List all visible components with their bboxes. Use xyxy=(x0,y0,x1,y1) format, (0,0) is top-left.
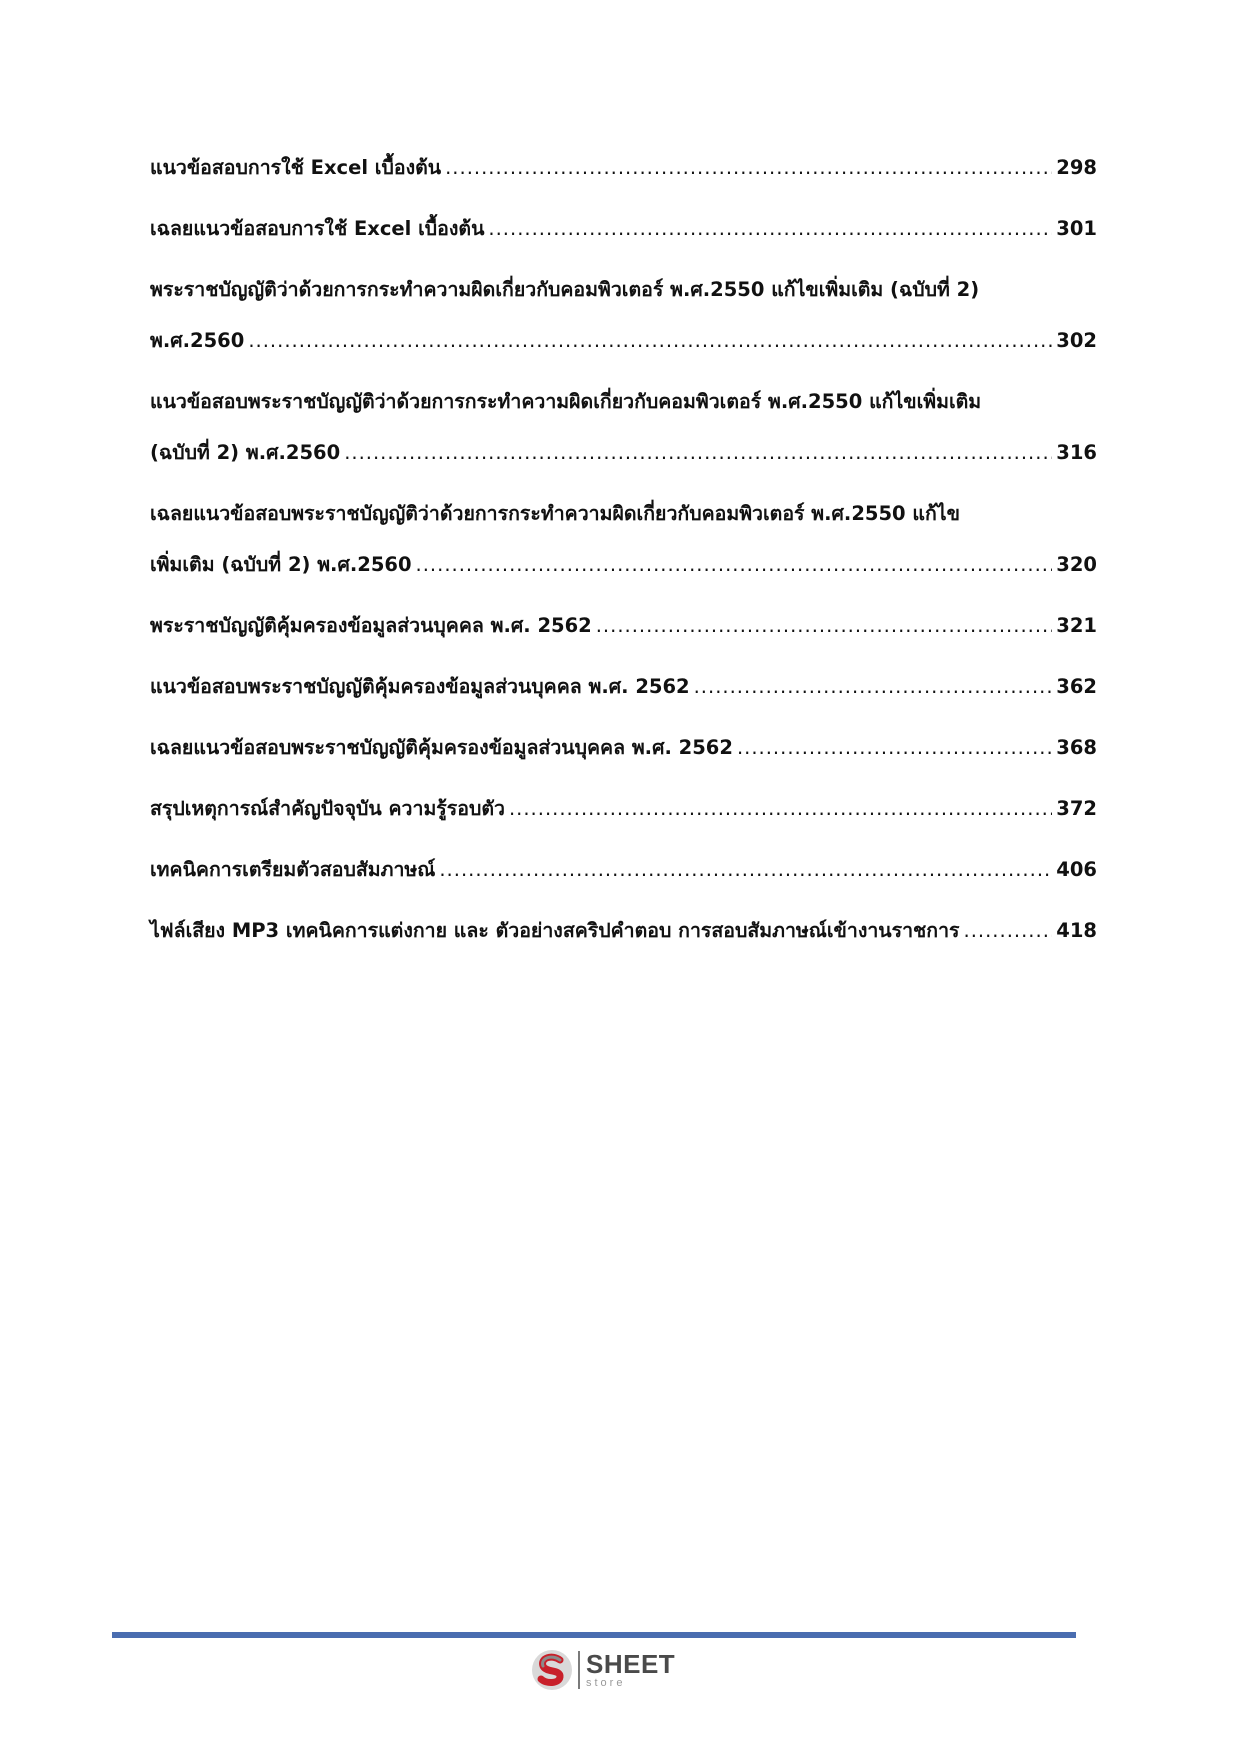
logo-subword: store xyxy=(586,1677,626,1689)
toc-entry-row xyxy=(150,669,1097,704)
toc-leader-dots xyxy=(737,730,1052,765)
toc-page-number: 316 xyxy=(1056,441,1097,464)
toc-entry-title: เฉลยแนวข้อสอบการใช้ Excel เบื้องต้น xyxy=(150,217,485,240)
logo-word: SHEET xyxy=(586,1649,676,1679)
toc-page-number: 418 xyxy=(1056,919,1097,942)
toc-entry-title: พ.ศ.2560 xyxy=(150,329,245,352)
toc-entry-title-line: แนวข้อสอบพระราชบัญญัติว่าด้วยการกระทำความผิดเกี่ยวกับคอมพิวเตอร์ พ.ศ.2550 แก้ไขเพิ่มเติม xyxy=(150,390,982,413)
toc-leader-dots xyxy=(596,608,1053,643)
toc-entry-title: แนวข้อสอบการใช้ Excel เบื้องต้น xyxy=(150,156,442,179)
toc-entry-title: เทคนิคการเตรียมตัวสอบสัมภาษณ์ xyxy=(150,858,436,881)
toc-page-number: 362 xyxy=(1056,675,1097,698)
toc-leader-dots xyxy=(416,547,1053,582)
toc-page-number: 320 xyxy=(1056,553,1097,576)
toc-page-number: 372 xyxy=(1056,797,1097,820)
toc-leader-dots xyxy=(439,852,1052,887)
toc-entry-title-line: พระราชบัญญัติว่าด้วยการกระทำความผิดเกี่ยวกับคอมพิวเตอร์ พ.ศ.2550 แก้ไขเพิ่มเติม (ฉบับที่ 2) xyxy=(150,278,980,301)
toc-entry[interactable] xyxy=(150,496,1097,582)
toc-page-number: 368 xyxy=(1056,736,1097,759)
toc-entry-row xyxy=(150,608,1097,643)
toc-entry[interactable] xyxy=(150,608,1097,643)
toc-entry-row xyxy=(150,791,1097,826)
toc-entry-title: เพิ่มเติม (ฉบับที่ 2) พ.ศ.2560 xyxy=(150,553,412,576)
toc-entry-title: (ฉบับที่ 2) พ.ศ.2560 xyxy=(150,441,341,464)
toc-entry[interactable] xyxy=(150,150,1097,185)
toc-entry-title: เฉลยแนวข้อสอบพระราชบัญญัติคุ้มครองข้อมูลส่วนบุคคล พ.ศ. 2562 xyxy=(150,736,733,759)
toc-page-number: 406 xyxy=(1056,858,1097,881)
footer-logo xyxy=(530,1648,675,1692)
toc-entry[interactable] xyxy=(150,913,1097,948)
toc-leader-dots xyxy=(694,669,1053,704)
toc-leader-dots xyxy=(445,150,1052,185)
toc-entry-row xyxy=(150,435,1097,470)
toc-entry[interactable] xyxy=(150,730,1097,765)
toc-leader-dots xyxy=(248,323,1052,358)
toc-leader-dots xyxy=(509,791,1052,826)
toc-page-number: 298 xyxy=(1056,156,1097,179)
toc-entry[interactable] xyxy=(150,272,1097,358)
toc-entry[interactable] xyxy=(150,791,1097,826)
toc-entry-title: สรุปเหตุการณ์สำคัญปัจจุบัน ความรู้รอบตัว xyxy=(150,797,505,820)
toc-page-number: 302 xyxy=(1056,329,1097,352)
toc-entry[interactable] xyxy=(150,384,1097,470)
logo-text xyxy=(586,1651,675,1689)
table-of-contents xyxy=(150,150,1097,974)
toc-entry-title: แนวข้อสอบพระราชบัญญัติคุ้มครองข้อมูลส่วนบุคคล พ.ศ. 2562 xyxy=(150,675,690,698)
logo-divider xyxy=(578,1651,580,1689)
toc-entry-row xyxy=(150,211,1097,246)
toc-entry[interactable] xyxy=(150,211,1097,246)
toc-entry-row xyxy=(150,730,1097,765)
toc-leader-dots xyxy=(488,211,1052,246)
toc-page-number: 301 xyxy=(1056,217,1097,240)
toc-entry-title: ไฟล์เสียง MP3 เทคนิคการแต่งกาย และ ตัวอย่างสคริปคำตอบ การสอบสัมภาษณ์เข้างานราชการ xyxy=(150,919,960,942)
toc-page-number: 321 xyxy=(1056,614,1097,637)
toc-entry-row xyxy=(150,547,1097,582)
toc-leader-dots xyxy=(964,913,1053,948)
toc-entry-row xyxy=(150,150,1097,185)
toc-entry-row xyxy=(150,323,1097,358)
toc-entry-row xyxy=(150,852,1097,887)
sheet-store-s-icon xyxy=(530,1648,574,1692)
footer-rule xyxy=(112,1632,1076,1638)
toc-entry-title: พระราชบัญญัติคุ้มครองข้อมูลส่วนบุคคล พ.ศ. 2562 xyxy=(150,614,592,637)
toc-entry-title-line: เฉลยแนวข้อสอบพระราชบัญญัติว่าด้วยการกระทำความผิดเกี่ยวกับคอมพิวเตอร์ พ.ศ.2550 แก้ไข xyxy=(150,502,960,525)
toc-entry[interactable] xyxy=(150,852,1097,887)
toc-entry[interactable] xyxy=(150,669,1097,704)
toc-entry-row xyxy=(150,913,1097,948)
toc-leader-dots xyxy=(344,435,1052,470)
